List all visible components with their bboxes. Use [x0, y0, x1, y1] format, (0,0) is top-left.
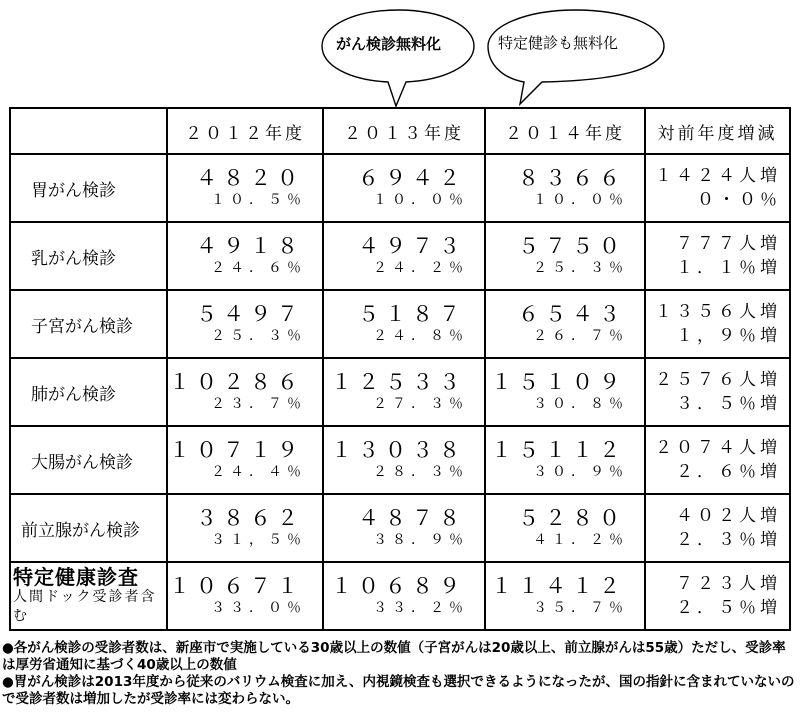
cell-2014: [485, 562, 645, 630]
rate: ２５．３％: [533, 260, 628, 276]
cell-2014: [485, 358, 645, 426]
rate: ２８．３％: [373, 464, 468, 480]
cell-2013: [323, 154, 485, 222]
cell-2013: [323, 562, 485, 630]
change-people: １３５６人増: [655, 302, 781, 322]
count: ５１８７: [358, 302, 466, 326]
row-label: 乳がん検診: [10, 222, 167, 290]
row-label: 大腸がん検診: [10, 426, 167, 494]
table-header-row: [10, 108, 790, 154]
count: １５１１２: [491, 438, 626, 462]
count: ８３６６: [518, 166, 626, 190]
count: ４９１８: [196, 234, 304, 258]
count: １１４１２: [491, 574, 626, 598]
count: ６９４２: [358, 166, 466, 190]
rate: ２４．６％: [211, 260, 306, 276]
rate: ３０．８％: [533, 396, 628, 412]
cell-change: [645, 154, 790, 222]
count: １０７１９: [169, 438, 304, 462]
rate: ３３．０％: [211, 600, 306, 616]
callout-text: がん検診無料化: [336, 35, 442, 53]
table-row: [10, 494, 790, 562]
table-row: [10, 154, 790, 222]
change-rate: ０・０％: [697, 190, 781, 210]
change-people: ７７７人増: [676, 234, 781, 254]
cell-2014: [485, 290, 645, 358]
rate: ２４．８％: [373, 328, 468, 344]
rate: ３０．９％: [533, 464, 628, 480]
cell-2014: [485, 494, 645, 562]
row-label: 前立腺がん検診: [10, 494, 167, 562]
rate: ２４．４％: [211, 464, 306, 480]
footnote: ●胃がん検診は2013年度から従来のバリウム検査に加え、内視鏡検査も選択できるようになったが、国の指針に含まれていないので受診者数は増加したが受診率には変わらない。: [2, 674, 795, 707]
header-2014: ２０１４年度: [485, 108, 645, 154]
header-2012: ２０１２年度: [167, 108, 323, 154]
cell-2013: [323, 426, 485, 494]
count: １３０３８: [331, 438, 466, 462]
cell-2014: [485, 222, 645, 290]
cell-2012: [167, 562, 323, 630]
change-rate: ２．５％増: [676, 598, 781, 618]
count: ４８７８: [358, 506, 466, 530]
change-people: ４０２人増: [676, 506, 781, 526]
rate: １０．５％: [211, 192, 306, 208]
cell-change: [645, 290, 790, 358]
table-row: [10, 358, 790, 426]
header-blank: [10, 108, 167, 154]
row-label: 胃がん検診: [10, 154, 167, 222]
row-label: 子宮がん検診: [10, 290, 167, 358]
table-row: [10, 222, 790, 290]
cell-2013: [323, 358, 485, 426]
count: ４８２０: [196, 166, 304, 190]
rate: １０．０％: [373, 192, 468, 208]
row-label: 肺がん検診: [10, 358, 167, 426]
cell-2014: [485, 426, 645, 494]
rate: ２６．７％: [533, 328, 628, 344]
row-label-special: [10, 562, 167, 630]
header-2013: ２０１３年度: [323, 108, 485, 154]
change-people: ２０７４人増: [655, 438, 781, 458]
cell-2013: [323, 290, 485, 358]
rate: ２５．３％: [211, 328, 306, 344]
change-rate: １，９％増: [676, 326, 781, 346]
cell-2013: [323, 222, 485, 290]
change-people: ２５７６人増: [655, 370, 781, 390]
cell-2012: [167, 154, 323, 222]
special-label-sub: 人間ドック受診者含む: [13, 589, 157, 624]
screening-table: [9, 107, 791, 631]
count: ５７５０: [518, 234, 626, 258]
change-people: １４２４人増: [655, 166, 781, 186]
footnote: ●各がん検診の受診者数は、新座市で実施している30歳以上の数値（子宮がんは20歳以上、前立腺がんは55歳）ただし、受診率は厚労省通知に基づく40歳以上の数値: [2, 640, 786, 673]
callout-cancer-free: [318, 6, 478, 106]
rate: ３１，５％: [211, 532, 306, 548]
count: １０６８９: [331, 574, 466, 598]
count: ４９７３: [358, 234, 466, 258]
count: １０２８６: [169, 370, 304, 394]
count: ３８６２: [196, 506, 304, 530]
special-label-main: 特定健康診査: [13, 565, 139, 589]
count: １２５３３: [331, 370, 466, 394]
count: ６５４３: [518, 302, 626, 326]
count: ５４９７: [196, 302, 304, 326]
cell-2012: [167, 494, 323, 562]
rate: １０．０％: [533, 192, 628, 208]
rate: ３５．７％: [533, 600, 628, 616]
count: １０６７１: [169, 574, 304, 598]
cell-change: [645, 426, 790, 494]
table-row: [10, 426, 790, 494]
rate: ２７．３％: [373, 396, 468, 412]
table-row-special: [10, 562, 790, 630]
table-row: [10, 290, 790, 358]
callout-health-check-free: [484, 6, 668, 106]
cell-2012: [167, 222, 323, 290]
change-people: ７２３人増: [676, 574, 781, 594]
rate: ３８．９％: [373, 532, 468, 548]
cell-2013: [323, 494, 485, 562]
callout-text: 特定健診も無料化: [498, 34, 619, 52]
rate: ３３．２％: [373, 600, 468, 616]
change-rate: ３．５％増: [676, 394, 781, 414]
count: １５１０９: [491, 370, 626, 394]
change-rate: １．１％増: [676, 258, 781, 278]
cell-2012: [167, 358, 323, 426]
footnotes: [2, 640, 798, 708]
change-rate: ２．３％増: [676, 530, 781, 550]
cell-2014: [485, 154, 645, 222]
header-change: 対前年度増減: [645, 108, 790, 154]
cell-change: [645, 562, 790, 630]
cell-change: [645, 494, 790, 562]
count: ５２８０: [518, 506, 626, 530]
cell-change: [645, 222, 790, 290]
cell-2012: [167, 290, 323, 358]
rate: ２４．２％: [373, 260, 468, 276]
rate: ４１．２％: [533, 532, 628, 548]
cell-change: [645, 358, 790, 426]
change-rate: ２．６％増: [676, 462, 781, 482]
cell-2012: [167, 426, 323, 494]
rate: ２３．７％: [211, 396, 306, 412]
